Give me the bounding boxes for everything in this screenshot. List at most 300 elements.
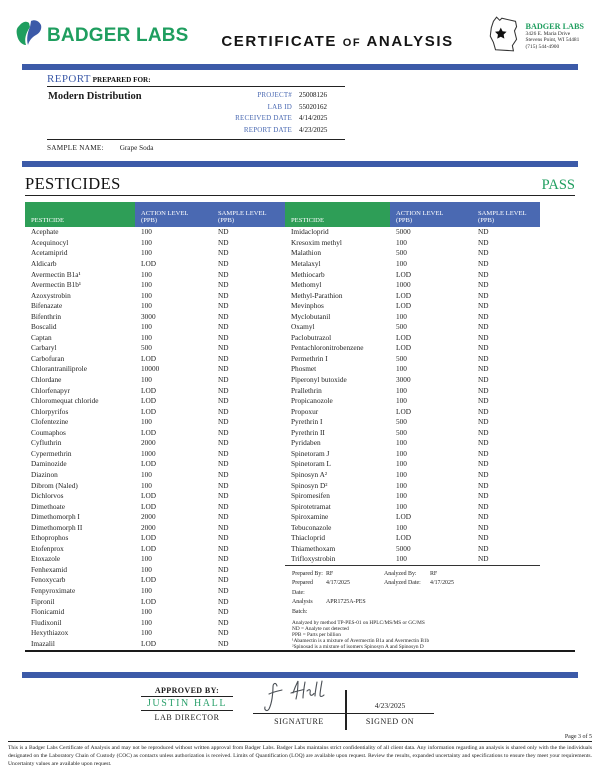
- table-row: [25, 343, 285, 354]
- table-row: [285, 533, 540, 544]
- table-cell: LOD: [141, 533, 156, 543]
- table-cell: Malathion: [291, 248, 321, 258]
- table-cell: Propicanozole: [291, 396, 333, 406]
- table-cell: Imidacloprid: [291, 227, 329, 237]
- note-line: PPB = Parts per billion: [292, 631, 341, 638]
- table-cell: Carbofuran: [31, 353, 65, 363]
- table-row: [25, 322, 285, 333]
- table-cell: 100: [396, 522, 407, 532]
- table-cell: 100: [141, 564, 152, 574]
- table-cell: ND: [218, 607, 229, 617]
- table-cell: ND: [478, 427, 489, 437]
- badger-labs-logo: [16, 19, 189, 54]
- table-cell: ND: [218, 459, 229, 469]
- table-row: [285, 396, 540, 407]
- table-row: [285, 449, 540, 460]
- table-cell: ND: [218, 375, 229, 385]
- disclaimer-text: This is a Badger Labs Certificate of Analysis and may not be reproduced without written approval from Badger Labs. Badger Labs maintains strict confidentiality of all client data. Any information regarding an analysis is shared only with the the individuals designated on the Laboratory Chain of Custody (COC) as contacts unless authorization is received. Limits of Quantification (LOQ) are available upon request. Review the results, expanded uncertainty and specifications to ensure they meet your requirements. Uncertainty values are available upon request.: [8, 745, 592, 767]
- table-cell: 100: [141, 417, 152, 427]
- table-cell: LOD: [141, 459, 156, 469]
- note-lines: [292, 620, 540, 650]
- table-cell: ND: [218, 385, 229, 395]
- col-header-pesticide: [285, 202, 390, 227]
- table-cell: ND: [218, 596, 229, 606]
- table-cell: ND: [478, 512, 489, 522]
- header-line: (PPB): [396, 216, 413, 224]
- table-cell: 100: [141, 332, 152, 342]
- table-cell: Avermectin B1a¹: [31, 269, 81, 279]
- header-line: (PPB): [478, 216, 495, 224]
- table-cell: ND: [218, 396, 229, 406]
- table-cell: ND: [478, 459, 489, 469]
- header-line: PESTICIDE: [291, 216, 324, 224]
- approved-by-label: APPROVED BY:: [141, 686, 233, 697]
- table-cell: ND: [478, 501, 489, 511]
- report-info-value: 4/23/2025: [299, 125, 328, 134]
- table-cell: Carbaryl: [31, 343, 57, 353]
- table-cell: 100: [396, 554, 407, 564]
- table-cell: ND: [218, 364, 229, 374]
- table-header-row: [285, 202, 540, 227]
- table-cell: LOD: [141, 353, 156, 363]
- title-certificate: CERTIFICATE: [221, 32, 337, 50]
- table-cell: 2000: [141, 438, 156, 448]
- section-title: PESTICIDES: [25, 174, 121, 194]
- title-of: OF: [342, 36, 362, 49]
- table-cell: Dibrom (Naled): [31, 480, 78, 490]
- table-cell: ND: [478, 554, 489, 564]
- table-row: [25, 481, 285, 492]
- lab-phone: (715) 544-4900: [525, 43, 560, 50]
- signature-image: [253, 678, 345, 713]
- table-cell: 100: [396, 259, 407, 269]
- table-cell: Pyrethrin I: [291, 417, 323, 427]
- title-analysis: ANALYSIS: [366, 32, 454, 50]
- sample-name-value: Grape Soda: [119, 144, 154, 153]
- table-cell: ND: [218, 480, 229, 490]
- table-cell: Cypermethrin: [31, 448, 72, 458]
- table-row: [25, 227, 285, 238]
- table-cell: ND: [218, 564, 229, 574]
- table-cell: ND: [478, 269, 489, 279]
- table-cell: Bifenazate: [31, 301, 63, 311]
- signed-on-area: [346, 678, 434, 726]
- table-row: [285, 354, 540, 365]
- table-row: [285, 459, 540, 470]
- table-cell: Methyl-Parathion: [291, 290, 343, 300]
- table-cell: Fludixonil: [31, 617, 62, 627]
- table-cell: Paclobutrazol: [291, 332, 332, 342]
- analysis-batch-value: APR1725A-PES: [326, 599, 366, 606]
- header-line: (PPB): [141, 216, 158, 224]
- table-row: [25, 533, 285, 544]
- table-cell: 100: [396, 448, 407, 458]
- note-line: Analyzed by method TP-PES-01 on HPLC/MS/MS or GC/MS: [292, 619, 425, 626]
- table-cell: ND: [478, 311, 489, 321]
- table-row: [25, 375, 285, 386]
- table-cell: Fenpyroximate: [31, 585, 76, 595]
- col-header-sample-level: [212, 202, 285, 227]
- table-cell: ND: [478, 438, 489, 448]
- table-cell: ND: [218, 353, 229, 363]
- table-cell: ND: [478, 375, 489, 385]
- table-cell: 100: [141, 375, 152, 385]
- table-cell: Spinetoram L: [291, 459, 331, 469]
- table-row: [25, 312, 285, 323]
- table-row: [285, 470, 540, 481]
- table-cell: Daminozide: [31, 459, 67, 469]
- table-cell: LOD: [396, 533, 411, 543]
- lab-address-line2: Stevens Point, WI 54481: [525, 37, 580, 44]
- table-row: [25, 470, 285, 481]
- lab-name: BADGER LABS: [525, 21, 584, 31]
- table-row: [25, 575, 285, 586]
- table-row: [25, 428, 285, 439]
- analyzed-by-value: RF: [430, 570, 438, 577]
- table-cell: Fipronil: [31, 596, 55, 606]
- table-cell: ND: [478, 364, 489, 374]
- table-cell: Diazinon: [31, 469, 58, 479]
- note-line: ¹Abamectin is a mixture of Avermectin B1a and Avermectin B1b: [292, 637, 430, 644]
- table-cell: ND: [218, 237, 229, 247]
- table-row: [25, 607, 285, 618]
- report-label: REPORT: [47, 73, 91, 85]
- wisconsin-icon: [487, 14, 523, 59]
- table-cell: ND: [218, 448, 229, 458]
- header-line: SAMPLE LEVEL: [478, 209, 527, 217]
- table-cell: Tebuconazole: [291, 522, 332, 532]
- table-cell: 100: [141, 248, 152, 258]
- table-cell: Imazalil: [31, 638, 55, 648]
- report-info-row: [47, 102, 345, 114]
- prepared-date-value: 4/17/2025: [326, 580, 350, 587]
- approval-section: [0, 678, 600, 736]
- table-cell: LOD: [141, 259, 156, 269]
- table-cell: 100: [141, 301, 152, 311]
- table-row: [285, 375, 540, 386]
- header-line: SAMPLE LEVEL: [218, 209, 267, 217]
- table-row: [25, 554, 285, 565]
- table-row: [285, 502, 540, 513]
- table-cell: 1000: [141, 448, 156, 458]
- table-cell: LOD: [141, 501, 156, 511]
- table-cell: Etoxazole: [31, 554, 61, 564]
- table-row: [285, 291, 540, 302]
- table-cell: ND: [478, 353, 489, 363]
- table-cell: LOD: [396, 332, 411, 342]
- table-cell: ND: [478, 385, 489, 395]
- table-row: [285, 544, 540, 555]
- table-cell: Coumaphos: [31, 427, 66, 437]
- table-cell: 100: [396, 438, 407, 448]
- sample-name-row: [47, 140, 345, 152]
- table-cell: Prallethrin: [291, 385, 322, 395]
- table-cell: Myclobutanil: [291, 311, 331, 321]
- table-cell: Kresoxim methyl: [291, 237, 342, 247]
- signature-area: [253, 678, 345, 726]
- table-cell: Dichlorvos: [31, 491, 64, 501]
- table-row: [25, 628, 285, 639]
- signature-label: SIGNATURE: [274, 716, 324, 726]
- table-cell: 100: [141, 280, 152, 290]
- table-cell: Fenoxycarb: [31, 575, 66, 585]
- table-row: [285, 312, 540, 323]
- table-cell: LOD: [396, 343, 411, 353]
- table-cell: Metalaxyl: [291, 259, 321, 269]
- table-cell: ND: [478, 469, 489, 479]
- note-meta-row: [292, 579, 540, 598]
- table-cell: LOD: [141, 638, 156, 648]
- sample-name-label: SAMPLE NAME:: [47, 144, 104, 153]
- table-cell: ND: [218, 406, 229, 416]
- report-info-value: 4/14/2025: [299, 114, 328, 123]
- page-title: [221, 33, 453, 50]
- table-row: [25, 333, 285, 344]
- table-row: [25, 417, 285, 428]
- table-cell: Acequinocyl: [31, 237, 69, 247]
- table-row: [25, 502, 285, 513]
- table-cell: Pyridaben: [291, 438, 321, 448]
- table-cell: ND: [218, 322, 229, 332]
- table-row: [25, 354, 285, 365]
- table-cell: LOD: [141, 543, 156, 553]
- table-row: [25, 248, 285, 259]
- table-cell: 100: [141, 322, 152, 332]
- analyzed-by-label: Analyzed By:: [384, 570, 417, 577]
- table-row: [285, 280, 540, 291]
- table-cell: Avermectin B1b¹: [31, 280, 82, 290]
- table-row: [25, 396, 285, 407]
- table-cell: ND: [478, 522, 489, 532]
- note-meta-row: [292, 598, 540, 617]
- table-cell: 100: [141, 607, 152, 617]
- table-cell: LOD: [396, 269, 411, 279]
- table-cell: 100: [396, 480, 407, 490]
- table-cell: Dimethomorph I: [31, 512, 80, 522]
- table-cell: LOD: [141, 427, 156, 437]
- table-cell: LOD: [141, 575, 156, 585]
- approver-name: JUSTIN HALL: [141, 697, 233, 711]
- pesticide-table-right: [285, 202, 540, 566]
- table-cell: Pentachloronitrobenzene: [291, 343, 364, 353]
- table-cell: ND: [218, 269, 229, 279]
- table-cell: ND: [218, 628, 229, 638]
- header-line: ACTION LEVEL: [141, 209, 189, 217]
- table-cell: 3000: [396, 375, 411, 385]
- analysis-batch-label: Analysis Batch:: [292, 599, 313, 615]
- table-cell: 5000: [396, 227, 411, 237]
- report-info-value: 25008126: [299, 91, 327, 99]
- table-cell: 500: [396, 322, 407, 332]
- lab-address-line1: 3426 E. Maria Drive: [525, 30, 571, 37]
- table-cell: ND: [478, 301, 489, 311]
- table-cell: 100: [396, 469, 407, 479]
- table-cell: LOD: [141, 491, 156, 501]
- table-cell: ND: [218, 280, 229, 290]
- table-cell: ND: [478, 396, 489, 406]
- table-cell: ND: [218, 617, 229, 627]
- table-cell: 100: [396, 491, 407, 501]
- table-cell: ND: [478, 259, 489, 269]
- table-cell: LOD: [396, 290, 411, 300]
- client-name: Modern Distribution: [48, 91, 142, 102]
- report-info-block: [47, 73, 345, 152]
- table-row: [25, 301, 285, 312]
- table-row: [25, 364, 285, 375]
- note-line: ²Spinosad is a mixture of isomers Spinosyn A and Spinosyn D: [292, 643, 424, 650]
- table-cell: 100: [141, 237, 152, 247]
- table-cell: ND: [478, 332, 489, 342]
- table-cell: Piperonyl butoxide: [291, 375, 347, 385]
- table-row: [25, 639, 285, 650]
- logo-text: BADGER LABS: [47, 25, 189, 46]
- table-cell: Chlorantraniliprole: [31, 364, 87, 374]
- table-cell: 100: [396, 311, 407, 321]
- table-cell: ND: [478, 248, 489, 258]
- table-cell: ND: [218, 332, 229, 342]
- table-cell: 100: [141, 628, 152, 638]
- table-row: [285, 259, 540, 270]
- report-info-label: LAB ID: [267, 102, 292, 111]
- page-header: [0, 0, 600, 64]
- table-cell: Dimethomorph II: [31, 522, 83, 532]
- table-cell: 500: [141, 343, 152, 353]
- table-row: [285, 322, 540, 333]
- table-cell: ND: [218, 417, 229, 427]
- table-row: [25, 459, 285, 470]
- table-row: [285, 301, 540, 312]
- table-row: [25, 597, 285, 608]
- table-cell: ND: [218, 227, 229, 237]
- table-cell: ND: [478, 406, 489, 416]
- table-cell: ND: [218, 248, 229, 258]
- table-row: [285, 248, 540, 259]
- note-line: ND = Analyte not detected: [292, 625, 349, 632]
- table-row: [285, 512, 540, 523]
- table-cell: Mevinphos: [291, 301, 324, 311]
- table-cell: Spinetoram J: [291, 448, 330, 458]
- table-cell: ND: [218, 427, 229, 437]
- table-cell: ND: [478, 280, 489, 290]
- table-cell: Spirotetramat: [291, 501, 331, 511]
- table-cell: ND: [218, 638, 229, 648]
- table-cell: 3000: [141, 311, 156, 321]
- table-cell: 2000: [141, 522, 156, 532]
- prepared-by-value: RF: [326, 570, 334, 577]
- table-cell: Permethrin I: [291, 353, 328, 363]
- table-cell: Acetamiprid: [31, 248, 68, 258]
- table-cell: Ethoprophos: [31, 533, 69, 543]
- prepared-date-label: Prepared Date:: [292, 580, 313, 596]
- pesticides-table: [25, 202, 575, 652]
- header-line: (PPB): [218, 216, 235, 224]
- table-row: [285, 417, 540, 428]
- table-cell: 500: [396, 248, 407, 258]
- lab-address-text: [526, 22, 584, 51]
- divider-bar-top: [22, 64, 578, 70]
- table-cell: ND: [218, 585, 229, 595]
- signed-on-label: SIGNED ON: [365, 716, 415, 726]
- table-row: [25, 618, 285, 629]
- prepared-by-label: Prepared By:: [292, 570, 323, 577]
- table-cell: 100: [141, 585, 152, 595]
- table-cell: 500: [396, 417, 407, 427]
- table-cell: ND: [478, 543, 489, 553]
- table-cell: 100: [141, 290, 152, 300]
- table-cell: Azoxystrobin: [31, 290, 71, 300]
- table-row: [285, 491, 540, 502]
- table-row: [25, 386, 285, 397]
- table-cell: Chlorfenapyr: [31, 385, 70, 395]
- table-cell: ND: [478, 343, 489, 353]
- analysis-notes: [285, 566, 540, 650]
- table-cell: Methomyl: [291, 280, 322, 290]
- table-cell: 10000: [141, 364, 160, 374]
- status-badge: PASS: [541, 177, 575, 194]
- table-row: [285, 554, 540, 565]
- table-cell: ND: [218, 543, 229, 553]
- table-cell: ND: [218, 301, 229, 311]
- table-right-column: [285, 202, 575, 650]
- page-number: Page 3 of 5: [564, 734, 592, 740]
- table-cell: ND: [218, 438, 229, 448]
- table-row: [285, 238, 540, 249]
- table-cell: ND: [478, 417, 489, 427]
- table-cell: ND: [218, 575, 229, 585]
- table-row: [25, 291, 285, 302]
- table-cell: Dimethoate: [31, 501, 66, 511]
- table-row: [285, 438, 540, 449]
- table-cell: 100: [141, 469, 152, 479]
- table-cell: ND: [218, 512, 229, 522]
- table-cell: 100: [396, 459, 407, 469]
- table-cell: Chlorpyrifos: [31, 406, 69, 416]
- table-cell: Clofentezine: [31, 417, 69, 427]
- table-cell: Phosmet: [291, 364, 317, 374]
- table-cell: LOD: [141, 406, 156, 416]
- table-cell: Captan: [31, 332, 52, 342]
- col-header-action-level: [135, 202, 212, 227]
- table-cell: Oxamyl: [291, 322, 315, 332]
- table-cell: 1000: [396, 280, 411, 290]
- table-cell: ND: [218, 469, 229, 479]
- header-line: PESTICIDE: [31, 216, 64, 224]
- report-prepared-for-heading: [47, 73, 345, 87]
- table-cell: Thiacloprid: [291, 533, 326, 543]
- table-row: [25, 407, 285, 418]
- table-row: [285, 428, 540, 439]
- table-cell: Bifenthrin: [31, 311, 61, 321]
- analyzed-date-label: Analyzed Date:: [384, 580, 421, 587]
- table-row: [25, 565, 285, 576]
- table-cell: Boscalid: [31, 322, 57, 332]
- table-cell: 100: [396, 501, 407, 511]
- col-header-action-level: [390, 202, 472, 227]
- table-row: [25, 270, 285, 281]
- table-cell: Acephate: [31, 227, 59, 237]
- table-cell: ND: [218, 290, 229, 300]
- report-info-value: 55020162: [299, 102, 327, 111]
- report-info-label: RECEIVED DATE: [235, 114, 292, 123]
- table-cell: ND: [478, 491, 489, 501]
- pesticide-table-left: [25, 202, 285, 649]
- report-info-body: [47, 87, 345, 140]
- col-header-sample-level: [472, 202, 540, 227]
- table-cell: Fenhexamid: [31, 564, 68, 574]
- table-row: [285, 386, 540, 397]
- table-cell: LOD: [141, 596, 156, 606]
- table-row: [25, 544, 285, 555]
